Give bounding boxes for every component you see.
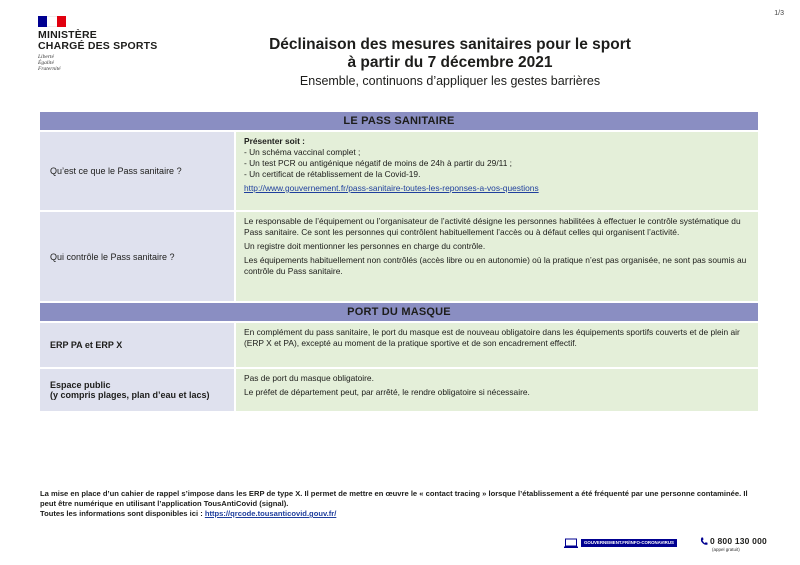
- answer-paragraph: Le préfet de département peut, par arrêté, le rendre obligatoire si nécessaire.: [244, 387, 530, 397]
- phone-icon: [700, 537, 708, 546]
- answer-line: Présenter soit :: [244, 136, 305, 146]
- footer-paragraph: La mise en place d’un cahier de rappel s’impose dans les ERP de type X. Il permet de mettre en œuvre le « contact tracing » lorsque l’établissement a été fréquenté par une personne contaminée. Il peut être numérique en utilisant l’application TousAntiCovid (signal).: [40, 489, 748, 508]
- page-title-line2: à partir du 7 décembre 2021: [347, 54, 553, 71]
- question-line: (y compris plages, plan d’eau et lacs): [50, 390, 210, 400]
- french-flag-icon: [38, 16, 66, 27]
- pass-info-link[interactable]: http://www.gouvernement.fr/pass-sanitaire-toutes-les-reponses-a-vos-questions: [244, 183, 539, 193]
- section-header-pass: LE PASS SANITAIRE: [40, 112, 758, 130]
- motto-fraternite: Fraternité: [38, 66, 61, 72]
- answer-cell: [236, 369, 758, 411]
- ministry-name-line2: CHARGÉ DES SPORTS: [38, 40, 158, 52]
- page-title-line1: Déclinaison des mesures sanitaires pour le sport: [269, 36, 631, 53]
- page-subtitle: Ensemble, continuons d’appliquer les gestes barrières: [299, 74, 601, 88]
- table-row-mask-erp: [40, 323, 758, 367]
- banner-text: GOUVERNEMENT.FR/INFO-CORONAVIRUS: [581, 539, 677, 547]
- table-row-pass-control: [40, 212, 758, 301]
- question-line: Espace public: [50, 380, 111, 390]
- answer-paragraph: Le responsable de l’équipement ou l’organisateur de l’activité désigne les personnes habilitées à effectuer le contrôle systématique du Pass sanitaire. Ce sont les personnes qui contrôlent habituellement l’accès ou à défaut celles qui organisent l’activité.: [244, 216, 741, 237]
- page-header: [200, 36, 700, 90]
- footer-info-label: Toutes les informations sont disponibles ici :: [40, 509, 205, 518]
- answer-paragraph: Les équipements habituellement non contrôlés (accès libre ou en autonomie) où la pratique n’est pas organisée, ne sont pas soumis au contrôle du Pass sanitaire.: [244, 255, 747, 276]
- ministry-logo: [38, 16, 178, 72]
- question-cell: ERP PA et ERP X: [40, 323, 234, 367]
- ministry-name-line1: MINISTÈRE: [38, 29, 97, 41]
- page-number: 1/3: [774, 10, 784, 17]
- phone-number: 0 800 130 000: [710, 536, 767, 546]
- hotline: [700, 536, 770, 552]
- laptop-icon: [563, 538, 579, 549]
- measures-table: [40, 112, 758, 411]
- answer-cell: [236, 132, 758, 210]
- section-header-mask: PORT DU MASQUE: [40, 303, 758, 321]
- answer-line: - Un test PCR ou antigénique négatif de moins de 24h à partir du 29/11 ;: [244, 158, 513, 168]
- answer-line: - Un certificat de rétablissement de la Covid-19.: [244, 169, 421, 179]
- answer-cell: En complément du pass sanitaire, le port du masque est de nouveau obligatoire dans les équipements sportifs couverts et de plein air (ERP X et PA), excepté au moment de la pratique sportive et de son encadrement effectif.: [236, 323, 758, 367]
- motto-egalite: Égalité: [38, 60, 54, 66]
- tousanticovid-link[interactable]: https://qrcode.tousanticovid.gouv.fr/: [204, 509, 337, 518]
- footer-notes: [40, 489, 760, 519]
- question-cell: Qui contrôle le Pass sanitaire ?: [40, 212, 234, 301]
- answer-paragraph: Pas de port du masque obligatoire.: [244, 373, 374, 383]
- answer-line: - Un schéma vaccinal complet ;: [244, 147, 361, 157]
- motto: [38, 54, 178, 72]
- answer-cell: [236, 212, 758, 301]
- phone-note: (appel gratuit): [712, 547, 740, 552]
- table-row-pass-definition: [40, 132, 758, 210]
- question-cell: [40, 369, 234, 411]
- question-cell: Qu’est ce que le Pass sanitaire ?: [40, 132, 234, 210]
- answer-paragraph: Un registre doit mentionner les personnes en charge du contrôle.: [244, 241, 486, 251]
- info-banner: [563, 537, 697, 549]
- table-row-mask-public: [40, 369, 758, 411]
- motto-liberte: Liberté: [38, 54, 54, 60]
